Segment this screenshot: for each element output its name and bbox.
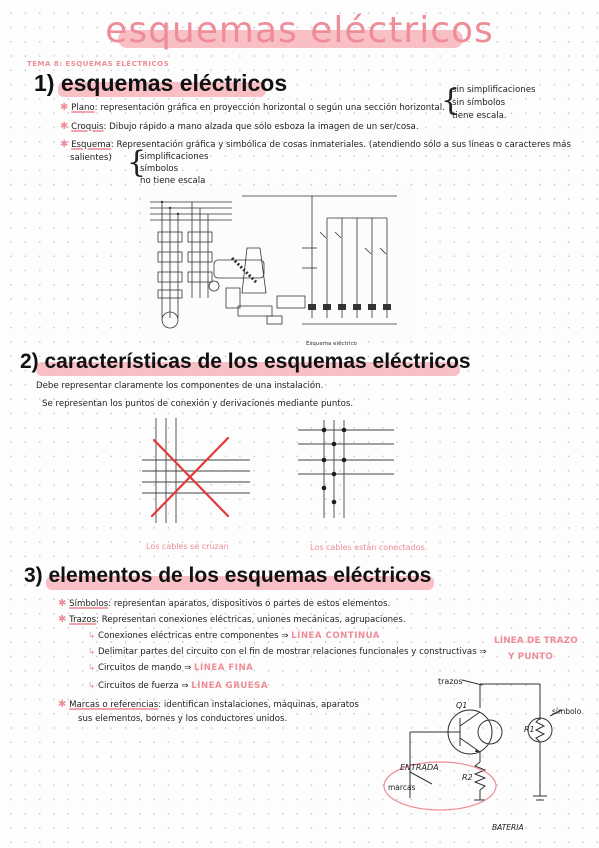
s2-line-2: Se representan los puntos de conexión y derivaciones mediante puntos. [42, 399, 354, 409]
connected-cables-diagram [298, 418, 398, 518]
plano-text: : representación gráfica en proyección horizontal o según una sección horizontal. [94, 103, 445, 113]
trazos-item-1-tag: LÍNEA CONTINUA [291, 631, 380, 641]
star-icon: ✱ [60, 121, 69, 132]
page-title: esquemas eléctricos [105, 10, 494, 51]
marcas-text-2: sus elementos, bornes y los conductores unidos. [78, 714, 288, 724]
circuit-trazos-label: trazos [438, 677, 463, 686]
star-icon: ✱ [60, 139, 69, 150]
trazos-item-2 [88, 647, 487, 657]
croquis-line [60, 121, 419, 132]
star-icon: ✱ [60, 102, 69, 113]
s3-heading: 3) elementos de los esquemas eléctricos [24, 564, 432, 587]
trazos-line [58, 614, 406, 625]
return-arrow-icon: ↳ [88, 631, 96, 641]
circuit-bateria-label: BATERIA [492, 823, 524, 832]
simbolos-text: : representan aparatos, dispositivos o partes de estos elementos. [108, 599, 391, 609]
circuit-r1-label: R1 [524, 725, 535, 734]
return-arrow-icon: ↳ [88, 647, 96, 657]
esquema-note-2: símbolos [140, 164, 179, 174]
s2-heading: 2) características de los esquemas eléctricos [20, 350, 471, 373]
esquema-text-2: salientes) [70, 153, 112, 163]
side-tag-2: Y PUNTO [508, 652, 553, 662]
diagram-caption: Esquema eléctrico [306, 341, 357, 347]
caption-connected: Los cables están conectados. [310, 543, 428, 552]
return-arrow-icon: ↳ [88, 663, 96, 673]
trazos-item-1 [88, 631, 380, 641]
circuit-entrada-label: ENTRADA [400, 763, 439, 772]
return-arrow-icon: ↳ [88, 681, 96, 691]
trazos-text: : Representan conexiones eléctricas, uniones mecánicas, agrupaciones. [96, 615, 406, 625]
side-tag-1: LÍNEA DE TRAZO [494, 636, 578, 646]
trazos-item-3 [88, 663, 253, 673]
croquis-term: Croquis [71, 122, 104, 132]
plano-note-1: sin simplificaciones [452, 85, 536, 95]
plano-brace: { [441, 83, 461, 118]
plano-note-3: tiene escala. [452, 111, 507, 121]
s1-heading: 1) esquemas eléctricos [34, 70, 288, 96]
trazos-term: Trazos [69, 615, 97, 625]
plano-term: Plano [71, 103, 95, 113]
star-icon: ✱ [58, 614, 67, 625]
esquema-text: : Representación gráfica y simbólica de cosas inmateriales. (atendiendo sólo a sus líneas o caracteres más [110, 140, 571, 150]
simbolos-term: Símbolos [69, 599, 109, 609]
circuit-simbolo-label: símbolo [552, 707, 582, 716]
tema-label: TEMA 8: ESQUEMAS ELÉCTRICOS [27, 60, 170, 68]
esquema-brace: { [127, 145, 147, 180]
esquema-term: Esquema [71, 140, 111, 150]
trazos-item-1-text: Conexiones eléctricas entre componentes ⇒ [97, 631, 289, 641]
croquis-text: : Dibujo rápido a mano alzada que sólo esboza la imagen de un ser/cosa. [103, 122, 419, 132]
plano-note-2: sin símbolos [452, 98, 506, 108]
circuit-marcas-label: marcas [388, 783, 416, 792]
simbolos-line [58, 598, 390, 609]
trazos-item-4 [88, 681, 268, 691]
circuit-q1-label: Q1 [456, 701, 468, 710]
esquema-note-1: simplificaciones [140, 152, 209, 162]
trazos-item-2-text: Delimitar partes del circuito con el fin de mostrar relaciones funcionales y constructivas ⇒ [97, 647, 487, 657]
crossing-cables-diagram [142, 418, 252, 528]
marcas-line [58, 699, 359, 710]
esquema-note-3: no tiene escala [140, 176, 206, 186]
trazos-item-4-tag: LÍNEA GRUESA [191, 681, 269, 691]
star-icon: ✱ [58, 598, 67, 609]
electrical-schematic-diagram [142, 188, 412, 340]
marcas-term: Marcas o referencias [69, 700, 159, 710]
trazos-item-4-text: Circuitos de fuerza ⇒ [97, 681, 189, 691]
caption-cross: Los cables se cruzan [146, 542, 229, 551]
plano-line [60, 102, 445, 113]
s2-line-1: Debe representar claramente los componentes de una instalación. [36, 381, 324, 391]
trazos-item-3-tag: LÍNEA FINA [194, 663, 254, 673]
trazos-item-3-text: Circuitos de mando ⇒ [97, 663, 192, 673]
star-icon: ✱ [58, 699, 67, 710]
circuit-r2-label: R2 [462, 773, 473, 782]
marcas-text: : identifican instalaciones, máquinas, aparatos [158, 700, 359, 710]
transistor-circuit-diagram [380, 672, 585, 836]
